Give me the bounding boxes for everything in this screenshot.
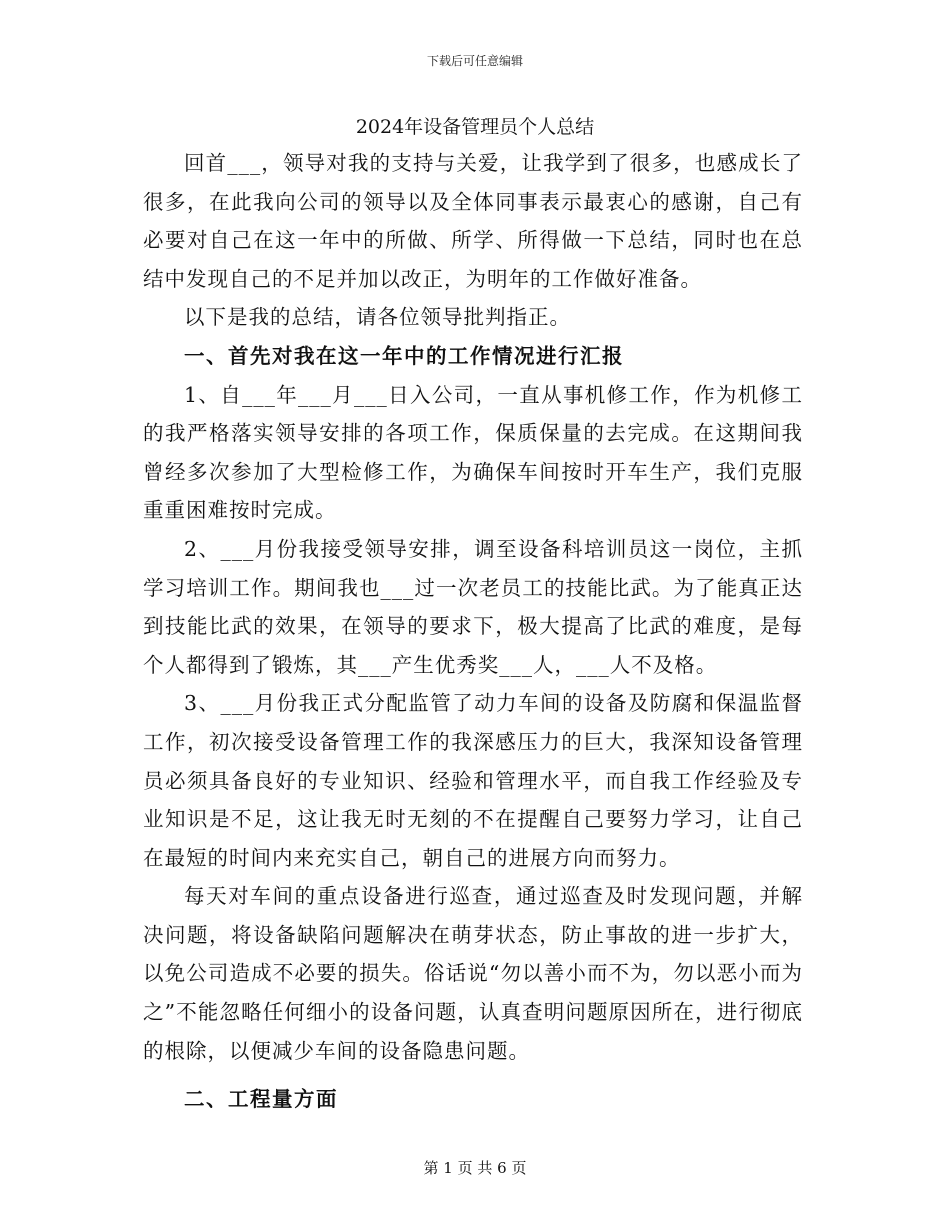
page-number: 第 1 页 共 6 页 (423, 1159, 527, 1177)
section-heading-2: 二、工程量方面 (184, 1087, 338, 1112)
work-item-3-paragraph: 3、___月份我正式分配监管了动力车间的设备及防腐和保温监督工作，初次接受设备管理工作的我深感压力的巨大，我深知设备管理员必须具备良好的专业知识、经验和管理水平，而自我工作经验及专业知识是不足，这让我无时无刻的不在提醒自己要努力学习，让自己在最短的时间内来充实自己，朝自己的进展方向而努力。 (143, 691, 803, 870)
document-body (143, 144, 803, 1119)
document-title: 2024年设备管理员个人总结 (355, 116, 595, 138)
section-heading-1: 一、首先对我在这一年中的工作情况进行汇报 (184, 343, 624, 368)
work-item-2-paragraph: 2、___月份我接受领导安排，调至设备科培训员这一岗位，主抓学习培训工作。期间我也___过一次老员工的技能比武。为了能真正达到技能比武的效果，在领导的要求下，极大提高了比武的难度，是每个人都得到了锻炼，其___产生优秀奖___人，___人不及格。 (143, 536, 803, 677)
intro-request-paragraph: 以下是我的总结，请各位领导批判指正。 (184, 305, 571, 330)
work-item-1-paragraph: 1、自___年___月___日入公司，一直从事机修工作，作为机修工的我严格落实领导安排的各项工作，保质保量的去完成。在这期间我曾经多次参加了大型检修工作，为确保车间按时开车生产，我们克服重重困难按时完成。 (143, 382, 803, 523)
header-note: 下载后可任意编辑 (426, 54, 523, 68)
intro-paragraph: 回首___，领导对我的支持与关爱，让我学到了很多，也感成长了很多，在此我向公司的领导以及全体同事表示最衷心的感谢，自己有必要对自己在这一年中的所做、所学、所得做一下总结，同时也在总结中发现自己的不足并加以改正，为明年的工作做好准备。 (143, 151, 803, 291)
daily-inspection-paragraph: 每天对车间的重点设备进行巡查，通过巡查及时发现问题，并解决问题，将设备缺陷问题解决在萌芽状态，防止事故的进一步扩大，以免公司造成不必要的损失。俗话说“勿以善小而不为，勿以恶小而为之”不能忽略任何细小的设备问题，认真查明问题原因所在，进行彻底的根除，以便减少车间的设备隐患问题。 (143, 884, 803, 1063)
